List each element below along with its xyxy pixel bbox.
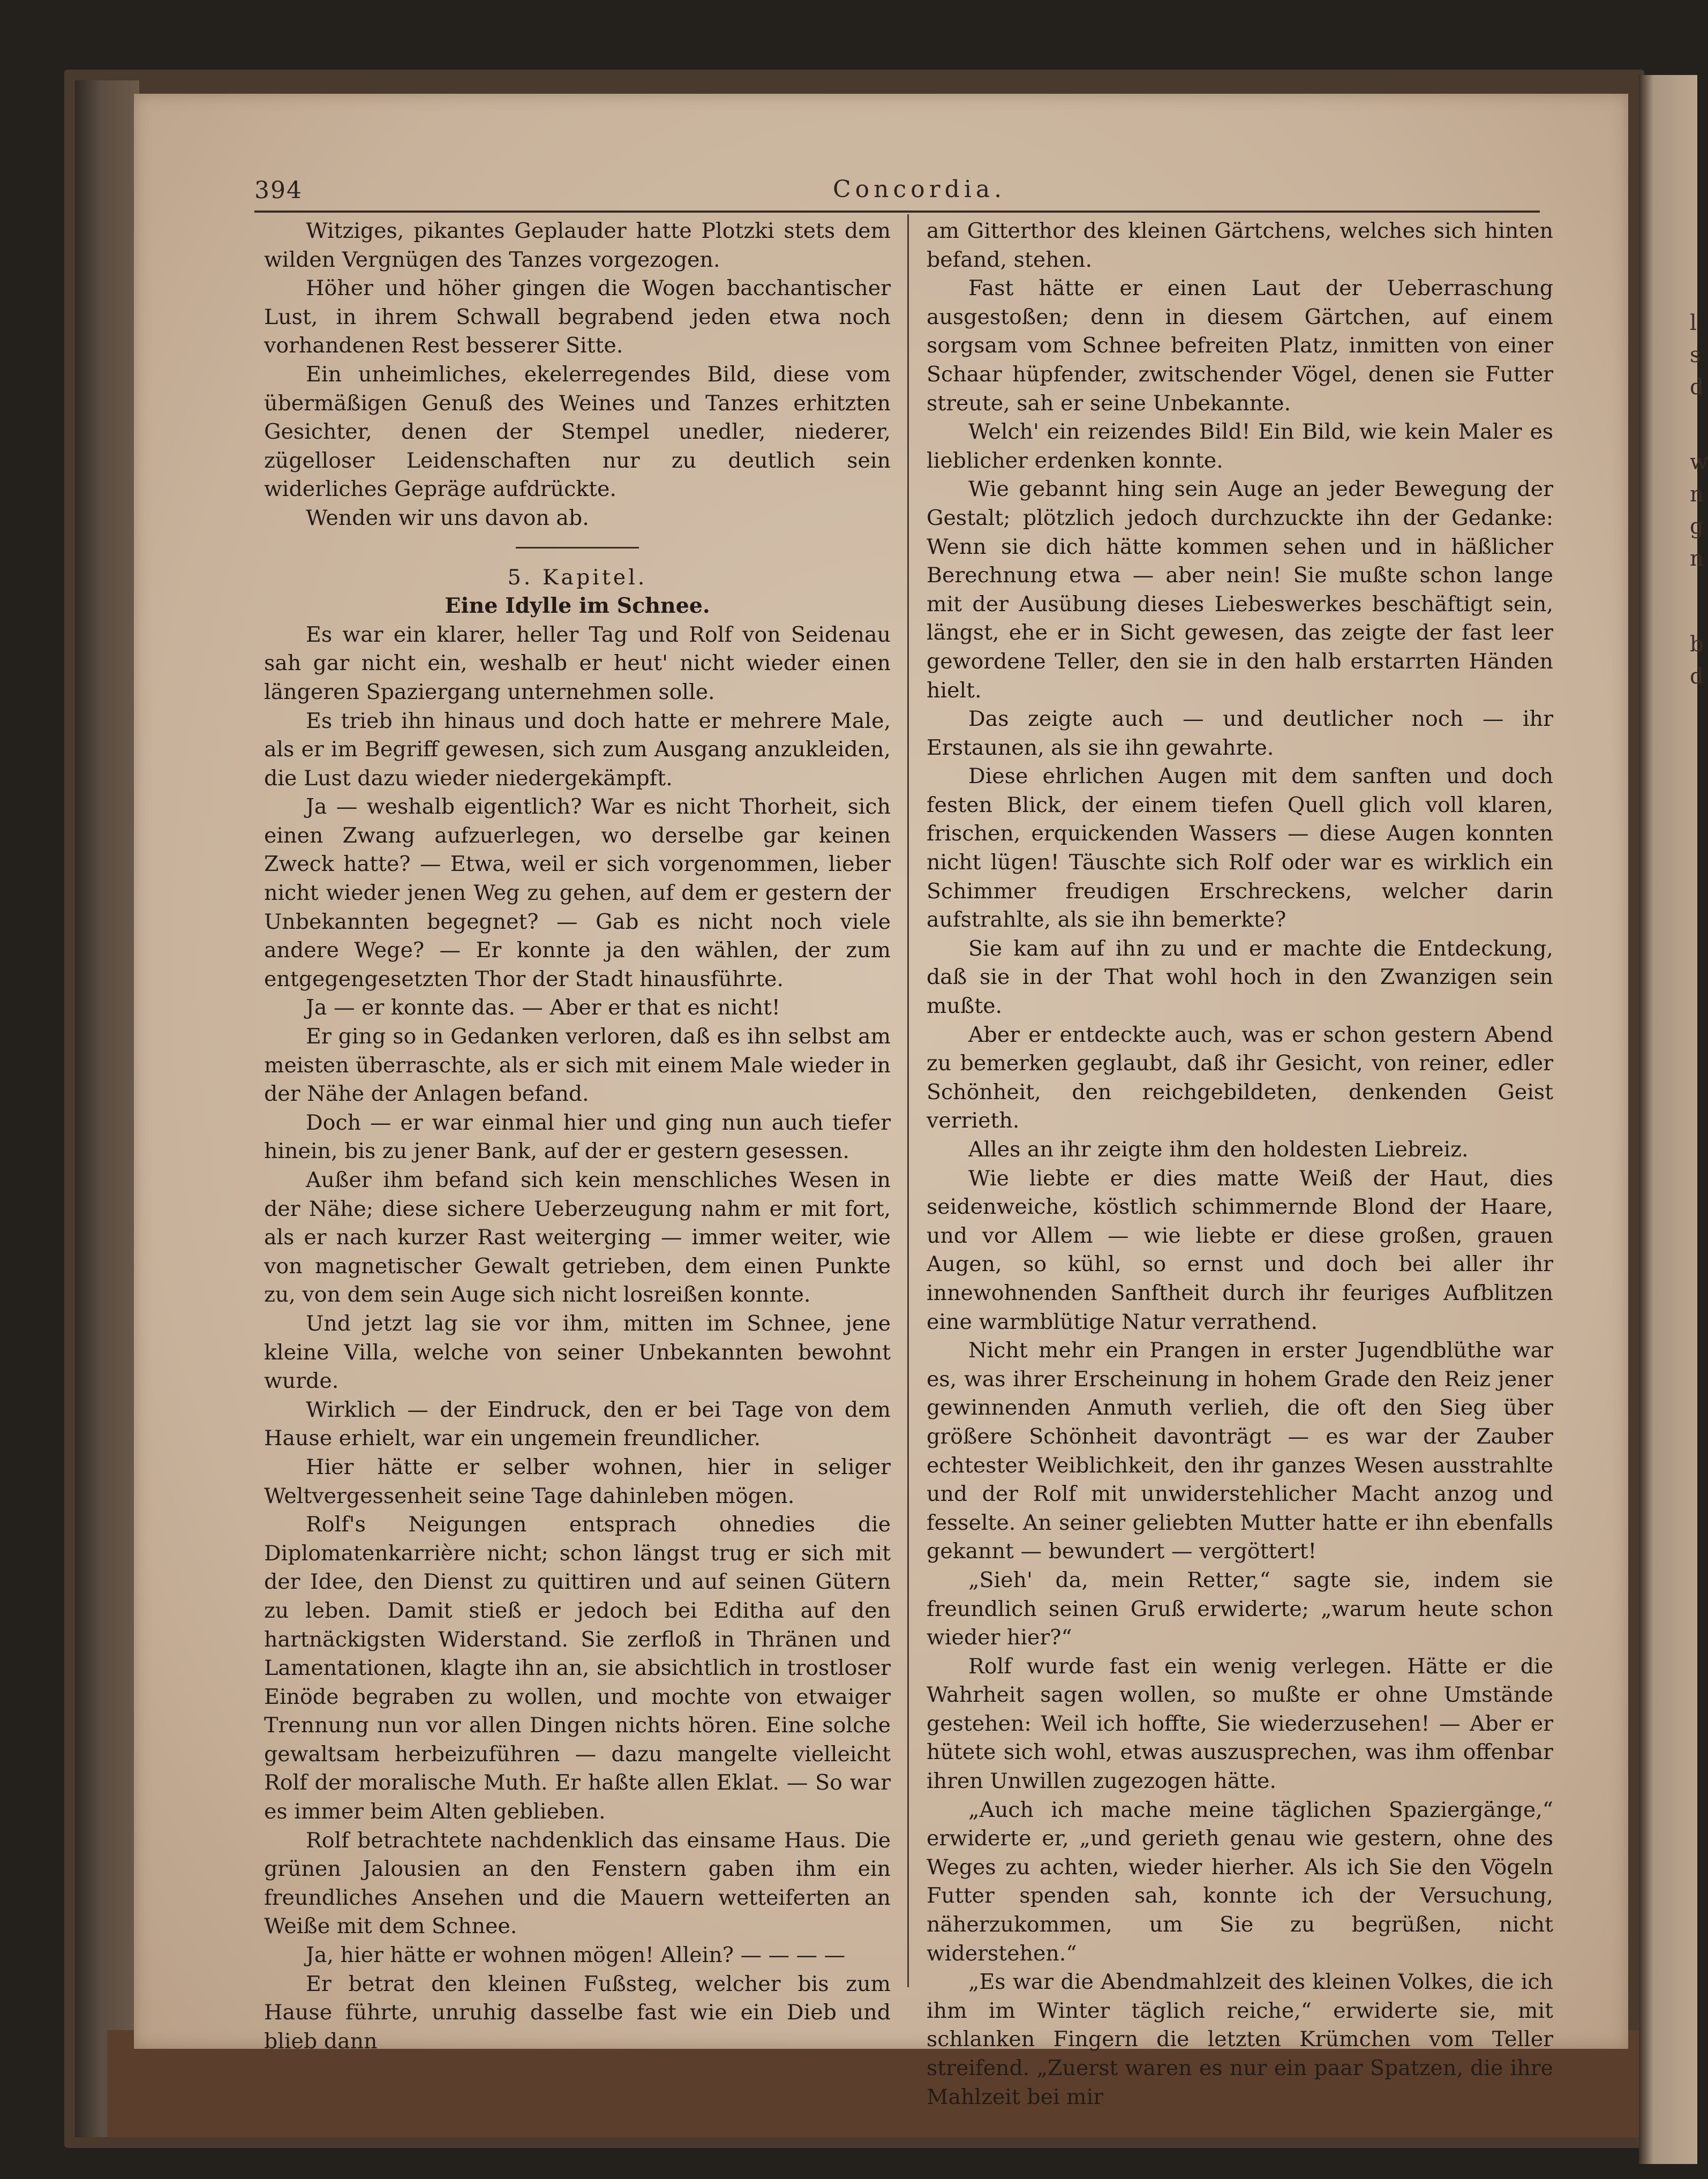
paragraph: Fast hätte er einen Laut der Ueberraschung ausgestoßen; denn in diesem Gärtchen, auf einem sorgsam vom Schnee befreiten Platz, inmitten von einer Schaar hüpfender, zwitschender Vögel, denen sie Futter streute, sah er seine Unbekannte. bbox=[927, 276, 1553, 416]
chapter-subtitle: Eine Idylle im Schnee. bbox=[445, 593, 710, 619]
left-text-column bbox=[264, 217, 891, 2056]
section-rule bbox=[516, 533, 639, 548]
facing-page-fragment: n bbox=[1690, 546, 1704, 571]
paragraph: „Auch ich mache meine täglichen Spaziergänge,“ erwiderte er, „und gerieth genau wie gestern, ohne des Weges zu achten, wieder hierher. Als ich Sie den Vögeln Futter spenden sah, konnte ich der Versuchung, näherzukommen, um Sie zu begrüßen, nicht widerstehen.“ bbox=[927, 1797, 1553, 1966]
paragraph: Es trieb ihn hinaus und doch hatte er mehrere Male, als er im Begriff gewesen, sich zum Ausgang anzukleiden, die Lust dazu wieder niedergekämpft. bbox=[264, 708, 891, 791]
facing-page-edge bbox=[1639, 75, 1708, 2164]
facing-page-fragment: b bbox=[1690, 632, 1704, 657]
paragraph: Diese ehrlichen Augen mit dem sanften und doch festen Blick, der einem tiefen Quell glich voll klaren, frischen, erquickenden Wassers — diese Augen konnten nicht lügen! Täuschte sich Rolf oder war es wirklich ein Schimmer freudigen Erschreckens, welcher darin aufstrahlte, als sie ihn bemerkte? bbox=[927, 764, 1553, 933]
paragraph: Wie gebannt hing sein Auge an jeder Bewegung der Gestalt; plötzlich jedoch durchzuckte ihn der Gedanke: Wenn sie dich hätte kommen sehen und in häßlicher Berechnung etwa — aber nein! Sie mußte schon lange mit der Ausübung dieses Liebeswerkes beschäftigt sein, längst, ehe er in Sicht gewesen, das zeigte der fast leer gewordene Teller, den sie in den halb erstarrten Händen hielt. bbox=[927, 477, 1553, 703]
page-number: 394 bbox=[254, 177, 303, 204]
right-text-column bbox=[927, 217, 1553, 2112]
header-rule bbox=[254, 211, 1540, 213]
facing-page-fragment: d bbox=[1690, 375, 1704, 400]
book-spine-edge bbox=[75, 80, 139, 2137]
paragraph: „Es war die Abendmahlzeit des kleinen Volkes, die ich ihm im Winter täglich reiche,“ erwiderte sie, mit schlanken Fingern die letzten Krümchen vom Teller streifend. „Zuerst waren es nur ein paar Spatzen, die ihre Mahlzeit bei mir bbox=[927, 1970, 1553, 2109]
paragraph: Es war ein klarer, heller Tag und Rolf von Seidenau sah gar nicht ein, weshalb er heut' nicht wieder einen längeren Spaziergang unternehmen solle. bbox=[264, 622, 891, 704]
paragraph: Das zeigte auch — und deutlicher noch — ihr Erstaunen, als sie ihn gewahrte. bbox=[927, 707, 1553, 760]
paragraph: Er betrat den kleinen Fußsteg, welcher bis zum Hause führte, unruhig dasselbe fast wie ein Dieb und blieb dann bbox=[264, 1971, 891, 2054]
paragraph: Ja — er konnte das. — Aber er that es nicht! bbox=[306, 995, 780, 1020]
paragraph: Wenden wir uns davon ab. bbox=[306, 505, 589, 530]
paragraph: Rolf's Neigungen entsprach ohnedies die Diplomatenkarrière nicht; schon längst trug er sich mit der Idee, den Dienst zu quittiren und auf seinen Gütern zu leben. Damit stieß er jedoch bei Editha auf den hartnäckigsten Widerstand. Sie zerfloß in Thränen und Lamentationen, klagte ihn an, sie absichtlich in trostloser Einöde begraben zu wollen, und mochte von etwaiger Trennung nun vor allen Dingen nichts hören. Eine solche gewaltsam herbeizuführen — dazu mangelte vielleicht Rolf der moralische Muth. Er haßte allen Eklat. — So war es immer beim Alten geblieben. bbox=[264, 1512, 891, 1824]
paragraph: Aber er entdeckte auch, was er schon gestern Abend zu bemerken geglaubt, daß ihr Gesicht, von reiner, edler Schönheit, den reichgebildeten, denkenden Geist verrieth. bbox=[927, 1022, 1553, 1133]
paragraph: Wirklich — der Eindruck, den er bei Tage von dem Hause erhielt, war ein ungemein freundlicher. bbox=[264, 1397, 891, 1451]
paragraph: Höher und höher gingen die Wogen bacchantischer Lust, in ihrem Schwall begrabend jeden etwa noch vorhandenen Rest besserer Sitte. bbox=[264, 276, 891, 358]
paragraph: am Gitterthor des kleinen Gärtchens, welches sich hinten befand, stehen. bbox=[927, 219, 1553, 272]
paragraph: Doch — er war einmal hier und ging nun auch tiefer hinein, bis zu jener Bank, auf der er gestern gesessen. bbox=[264, 1110, 891, 1164]
paragraph: Alles an ihr zeigte ihm den holdesten Liebreiz. bbox=[968, 1137, 1469, 1162]
paragraph: Ja, hier hätte er wohnen mögen! Allein? — — — — bbox=[306, 1943, 846, 1968]
page-header bbox=[254, 177, 1540, 209]
facing-page-fragment: l bbox=[1690, 311, 1697, 335]
facing-page-fragment: d bbox=[1690, 664, 1704, 689]
facing-page-fragment: n bbox=[1690, 482, 1704, 507]
paragraph: Er ging so in Gedanken verloren, daß es ihn selbst am meisten überraschte, als er sich mit einem Male wieder in der Nähe der Anlagen befand. bbox=[264, 1024, 891, 1107]
chapter-heading: 5. Kapitel. bbox=[507, 565, 648, 590]
paragraph: Welch' ein reizendes Bild! Ein Bild, wie kein Maler es lieblicher erdenken konnte. bbox=[927, 419, 1553, 473]
paragraph: Ja — weshalb eigentlich? War es nicht Thorheit, sich einen Zwang aufzuerlegen, wo derselbe gar keinen Zweck hatte? — Etwa, weil er sich vorgenommen, lieber nicht wieder jenen Weg zu gehen, auf dem er gestern der Unbekannten begegnet? — Gab es nicht noch viele andere Wege? — Er konnte ja den wählen, der zum entgegengesetzten Thor der Stadt hinausführte. bbox=[264, 794, 891, 991]
facing-page-fragment: w bbox=[1690, 450, 1708, 475]
running-title: Concordia. bbox=[833, 176, 1006, 203]
paragraph: Wie liebte er dies matte Weiß der Haut, dies seidenweiche, köstlich schimmernde Blond der Haare, und vor Allem — wie liebte er diese großen, grauen Augen, so kühl, so ernst und doch bei aller ihr innewohnenden Sanftheit durch ihr feuriges Aufblitzen eine warmblütige Natur verrathend. bbox=[927, 1166, 1553, 1334]
paragraph: Und jetzt lag sie vor ihm, mitten im Schnee, jene kleine Villa, welche von seiner Unbekannten bewohnt wurde. bbox=[264, 1311, 891, 1394]
paragraph: Rolf betrachtete nachdenklich das einsame Haus. Die grünen Jalousien an den Fenstern gaben ihm ein freundliches Ansehen und die Mauern wetteiferten an Weiße mit dem Schnee. bbox=[264, 1828, 891, 1939]
paragraph: Außer ihm befand sich kein menschliches Wesen in der Nähe; diese sichere Ueberzeugung nahm er mit fort, als er nach kurzer Rast weiterging — immer weiter, wie von magnetischer Gewalt getrieben, dem einen Punkte zu, von dem sein Auge sich nicht losreißen konnte. bbox=[264, 1168, 891, 1308]
facing-page-fragment: s bbox=[1690, 343, 1701, 367]
paragraph: Witziges, pikantes Geplauder hatte Plotzki stets dem wilden Vergnügen des Tanzes vorgezogen. bbox=[264, 219, 891, 272]
paragraph: Nicht mehr ein Prangen in erster Jugendblüthe war es, was ihrer Erscheinung in hohem Grade den Reiz jener gewinnenden Anmuth verlieh, die oft den Sieg über größere Schönheit davonträgt — es war der Zauber echtester Weiblichkeit, den ihr ganzes Wesen ausstrahlte und der Rolf mit unwiderstehlicher Macht anzog und fesselte. An seiner geliebten Mutter hatte er ihn ebenfalls gekannt — bewundert — vergöttert! bbox=[927, 1338, 1553, 1564]
paragraph: Rolf wurde fast ein wenig verlegen. Hätte er die Wahrheit sagen wollen, so mußte er ohne Umstände gestehen: Weil ich hoffte, Sie wiederzusehen! — Aber er hütete sich wohl, etwas auszusprechen, was ihm offenbar ihren Unwillen zugezogen hätte. bbox=[927, 1654, 1553, 1794]
column-divider bbox=[907, 214, 909, 1987]
paragraph: Sie kam auf ihn zu und er machte die Entdeckung, daß sie in der That wohl hoch in den Zwanzigen sein mußte. bbox=[927, 936, 1553, 1019]
paragraph: Ein unheimliches, ekelerregendes Bild, diese vom übermäßigen Genuß des Weines und Tanzes erhitzten Gesichter, denen der Stempel unedler, niederer, zügelloser Leidenschaften nur zu deutlich sein widerliches Gepräge aufdrückte. bbox=[264, 362, 891, 502]
facing-page-fragment: g bbox=[1690, 514, 1704, 539]
paragraph: „Sieh' da, mein Retter,“ sagte sie, indem sie freundlich seinen Gruß erwiderte; „warum heute schon wieder hier?“ bbox=[927, 1567, 1553, 1650]
paragraph: Hier hätte er selber wohnen, hier in seliger Weltvergessenheit seine Tage dahinleben mögen. bbox=[264, 1454, 891, 1508]
